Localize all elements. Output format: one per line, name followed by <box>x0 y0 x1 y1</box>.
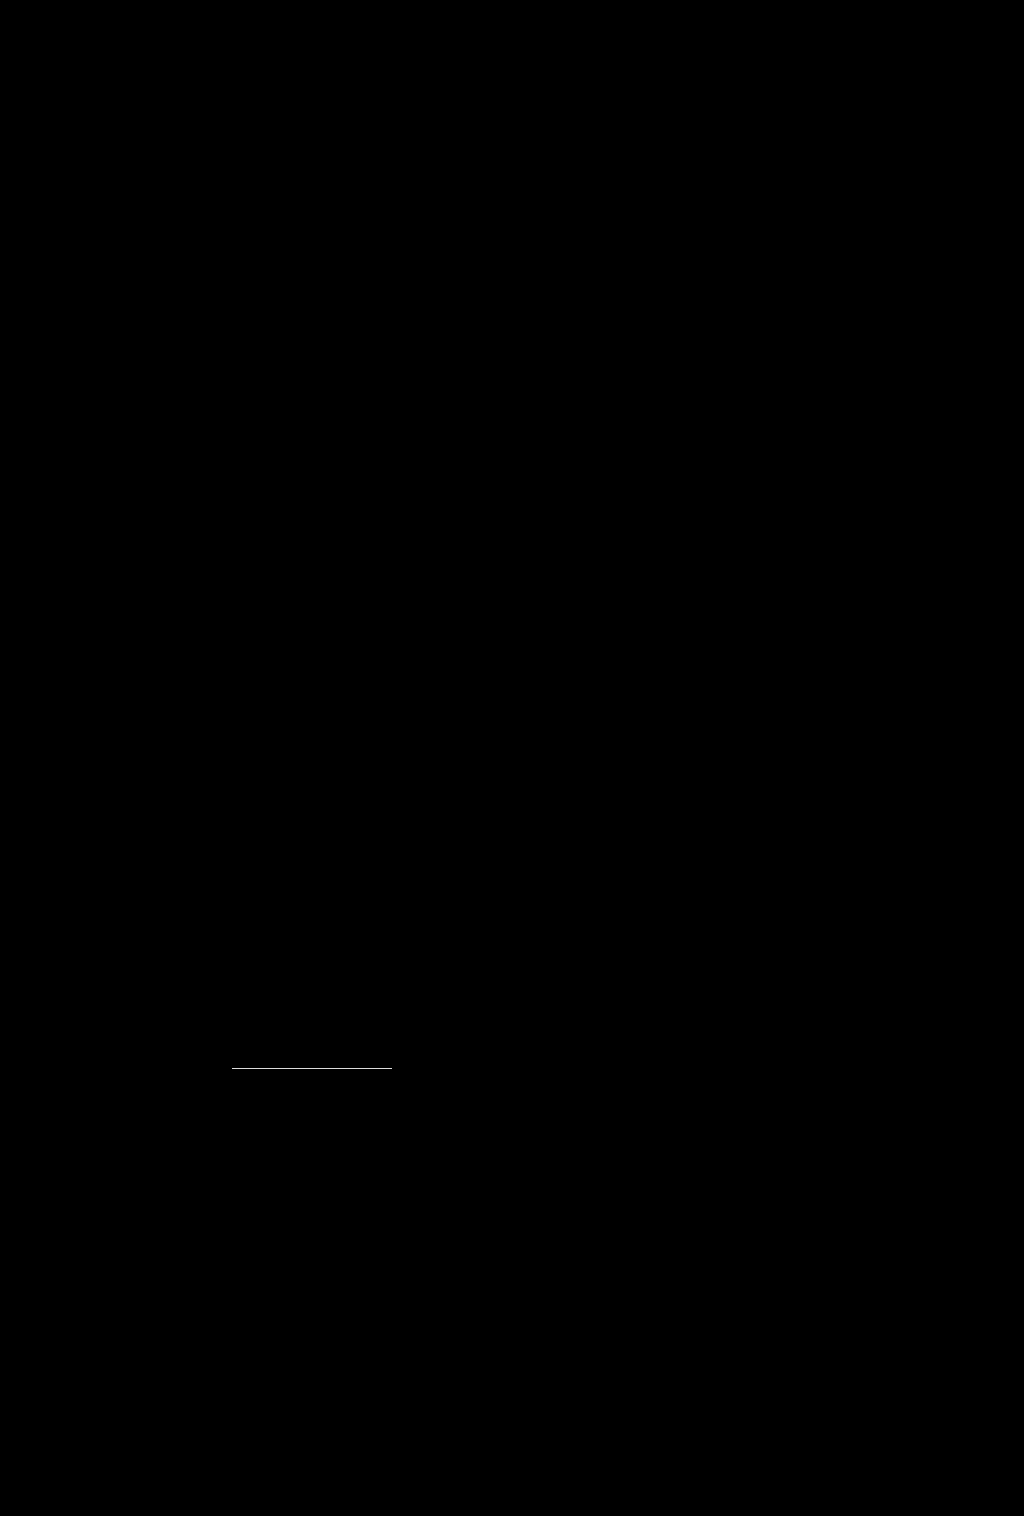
footnote-separator <box>232 1068 392 1069</box>
